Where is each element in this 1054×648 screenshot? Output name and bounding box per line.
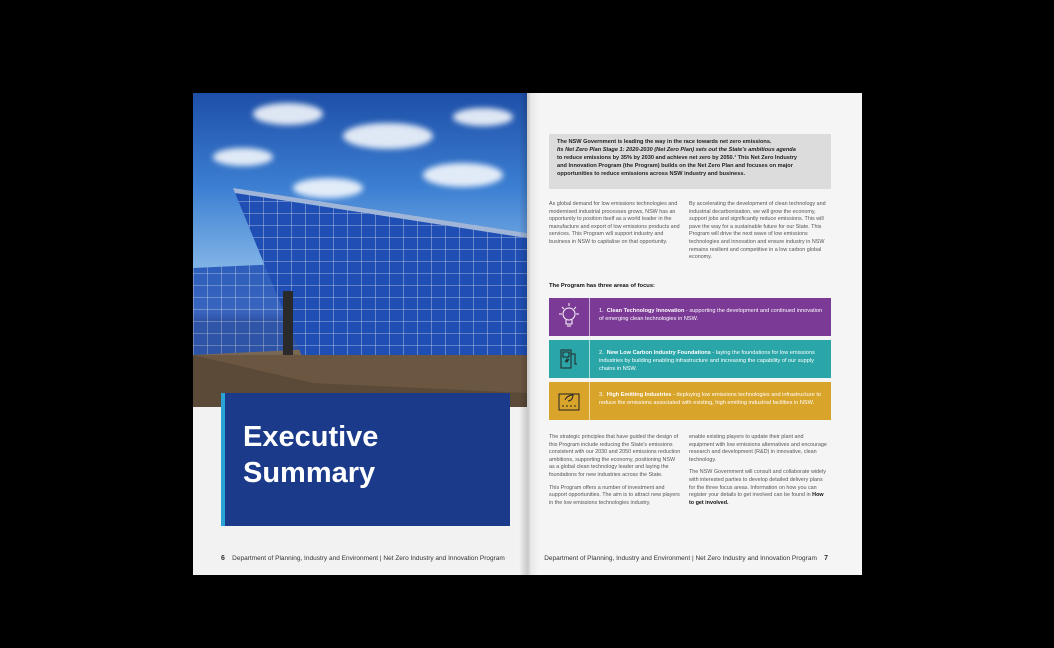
brochure-spread [193, 93, 862, 575]
right-page [527, 93, 862, 575]
body-column-4 [689, 434, 827, 507]
focus-area-2-title: New Low Carbon Industry Foundations [606, 350, 711, 356]
body-column-4-para-2-text: The NSW Government will consult and collaborate widely with interested parties to develop detailed delivery plans for the three focus areas. Information on how you can register your details to get involved can be found in [689, 469, 826, 499]
focus-area-2-description: - laying the foundations for low emissions industries by building enabling infrastructure and increasing the capability of our supply chains in NSW. [599, 350, 815, 372]
right-footer-text: Department of Planning, Industry and Environment | Net Zero Industry and Innovation Program [544, 555, 817, 562]
focus-area-3-number: 3. [599, 392, 604, 398]
how-to-get-involved-link[interactable]: How to get involved. [689, 492, 824, 506]
left-footer [221, 555, 505, 562]
body-column-1: As global demand for low emissions technologies and modernised industrial processes grows, NSW has an opportunity to position itself as a world leader in the manufacture and export of low emissions products and services. This Program will support industry and business in NSW to capitalise on that opportunity. [549, 201, 680, 245]
body-column-3-para-2: This Program offers a number of investment and support opportunities. The aim is to attract new players in the low emissions technologies industry, [549, 484, 680, 506]
solar-panel-photo [193, 93, 527, 407]
intro-line-1: The NSW Government is leading the way in the race towards net zero emissions. [557, 139, 772, 145]
focus-area-3-description: - deploying low emissions technologies and infrastructure to reduce the emissions associated with existing, high emitting industrial facilities in NSW. [599, 392, 821, 406]
focus-area-2 [549, 340, 831, 378]
focus-area-1-title: Clean Technology Innovation [606, 308, 685, 314]
focus-area-2-number: 2. [599, 350, 604, 356]
intro-line-2: Its Net Zero Plan Stage 1: 2020-2030 (Net Zero Plan) sets out the State's ambitious agenda [557, 147, 796, 153]
intro-line-3: to reduce emissions by 35% by 2030 and achieve net zero by 2050.¹ This Net Zero Industry [557, 155, 797, 161]
focus-area-1-text [599, 307, 825, 323]
charging-station-icon [549, 340, 590, 378]
body-column-2: By accelerating the development of clean technology and industrial decarbonisation, we will grow the economy, support jobs and significantly reduce emissions. This will pave the way for a sustainable future for our State. This Program will drive the next wave of low emissions technologies and innovation and ensure industry in NSW remains resilient and competitive in a low carbon global economy. [689, 201, 826, 261]
left-page-number: 6 [221, 555, 225, 562]
focus-area-3-text [599, 391, 825, 407]
solar-panels-graphic [193, 93, 527, 407]
focus-area-2-text [599, 349, 825, 373]
body-column-3 [549, 434, 681, 507]
focus-area-1 [549, 298, 831, 336]
right-footer [544, 555, 828, 562]
body-column-4-para-1: enable existing players to update their plant and equipment with low emissions alternatives and encourage research and development (R&D) in innovative, clean technology. [689, 434, 827, 463]
body-column-4-para-2 [689, 469, 827, 507]
title-line-2: Summary [243, 457, 376, 489]
focus-area-3-title: High Emitting Industries [606, 392, 672, 398]
focus-area-3 [549, 382, 831, 420]
factory-leaf-icon [549, 382, 590, 420]
intro-box [549, 134, 831, 189]
lightbulb-icon [549, 298, 590, 336]
intro-line-5: opportunities to reduce emissions across NSW industry and business. [557, 171, 746, 177]
title-line-1: Executive [243, 421, 379, 453]
executive-summary-title-box [221, 393, 510, 526]
focus-heading: The Program has three areas of focus: [549, 283, 655, 289]
left-footer-text: Department of Planning, Industry and Environment | Net Zero Industry and Innovation Program [232, 555, 505, 562]
right-page-number: 7 [824, 555, 828, 562]
focus-area-1-number: 1. [599, 308, 604, 314]
body-column-3-para-1: The strategic principles that have guided the design of this Program include reducing the State's emissions consistent with our 2030 and 2050 emissions reduction ambitions, supporting the economy, positioning NSW as a global clean technology leader and laying the foundations for new industries across the State. [549, 434, 681, 478]
intro-line-4: and Innovation Program (the Program) builds on the Net Zero Plan and focuses on major [557, 163, 793, 169]
left-page [193, 93, 527, 575]
focus-area-1-description: - supporting the development and continued innovation of emerging clean technologies in NSW. [599, 308, 823, 322]
